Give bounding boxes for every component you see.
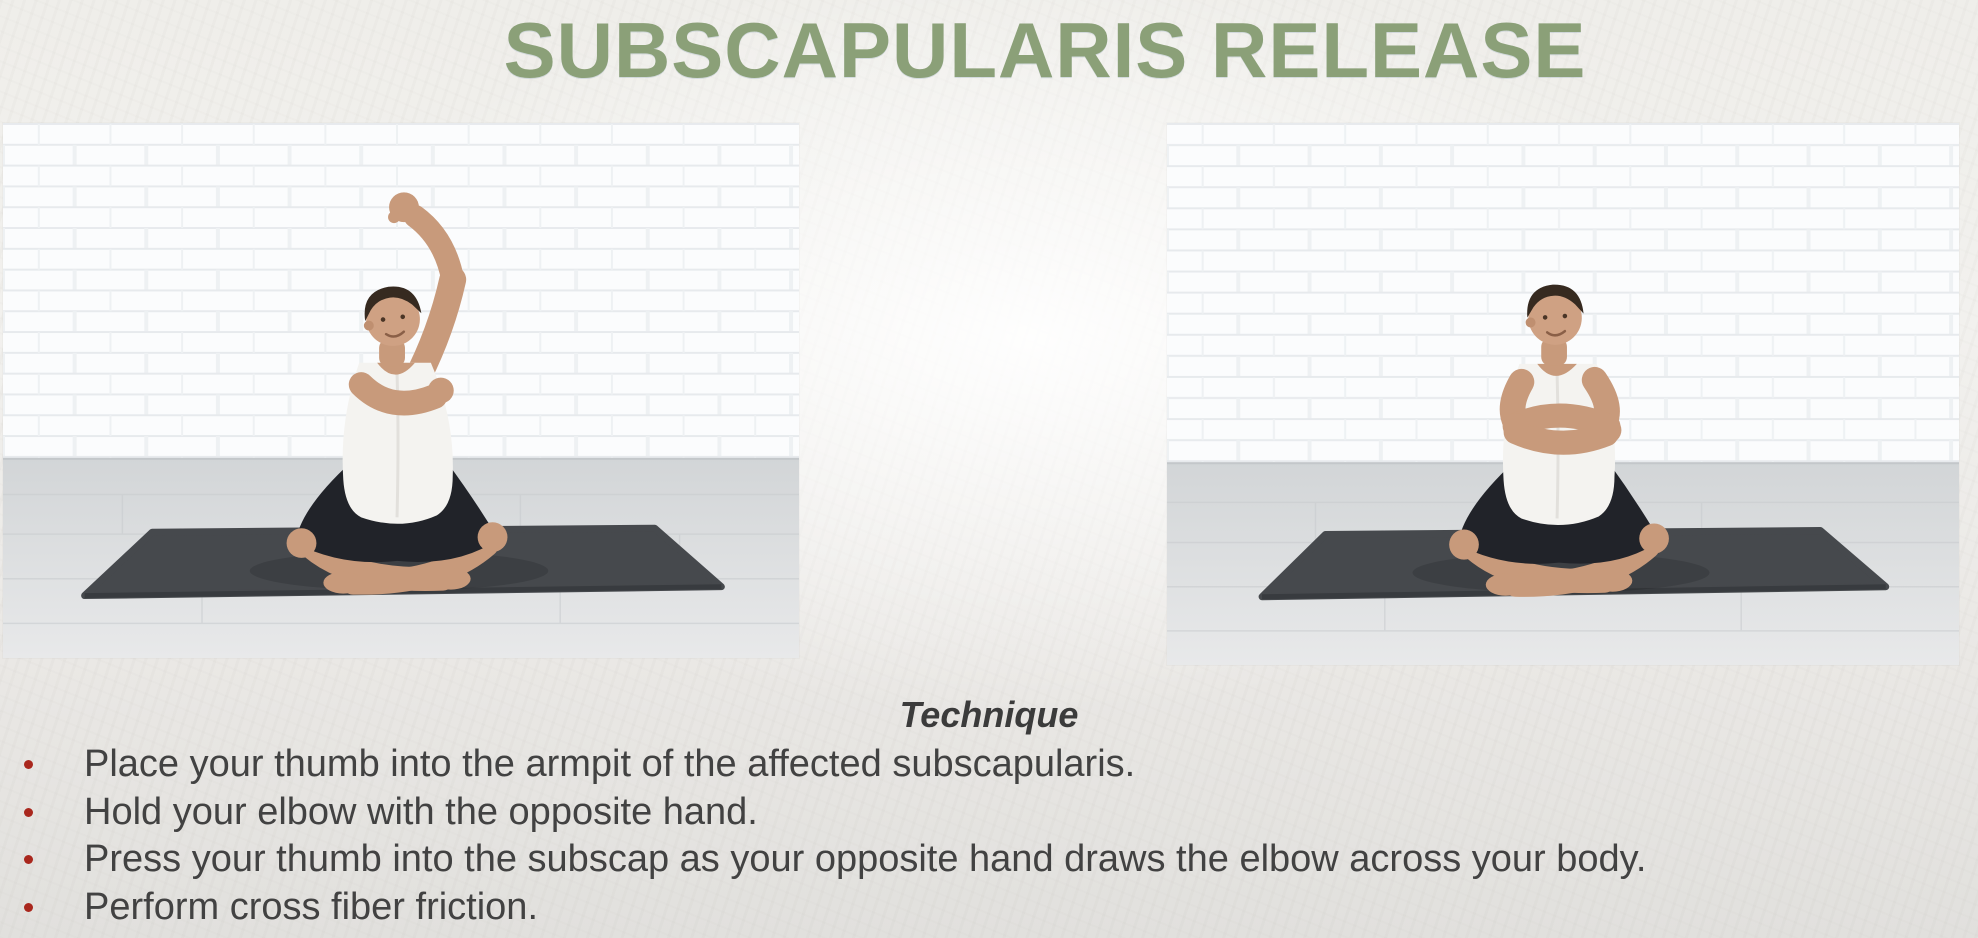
exercise-photo-left xyxy=(3,123,799,658)
bullet-dot-icon xyxy=(24,855,33,864)
bullet-dot-icon xyxy=(24,903,33,912)
exercise-photo-left-graphic xyxy=(3,123,799,658)
technique-heading: Technique xyxy=(899,694,1079,735)
exercise-photo-right-graphic xyxy=(1167,123,1959,665)
technique-list xyxy=(0,741,1978,931)
technique-item-text: Press your thumb into the subscap as your opposite hand draws the elbow across your body. xyxy=(84,838,1647,880)
exercise-photo-right xyxy=(1167,123,1959,665)
technique-item xyxy=(0,884,1978,932)
technique-item-text: Place your thumb into the armpit of the affected subscapularis. xyxy=(84,743,1136,785)
technique-item xyxy=(0,789,1978,837)
technique-item xyxy=(0,741,1978,789)
slide-title: SUBSCAPULARIS RELEASE xyxy=(503,6,1587,94)
technique-item-text: Hold your elbow with the opposite hand. xyxy=(84,790,758,833)
bullet-dot-icon xyxy=(24,808,33,817)
bullet-dot-icon xyxy=(24,760,33,769)
technique-item-text: Perform cross fiber friction. xyxy=(84,885,538,928)
technique-item xyxy=(0,836,1978,884)
